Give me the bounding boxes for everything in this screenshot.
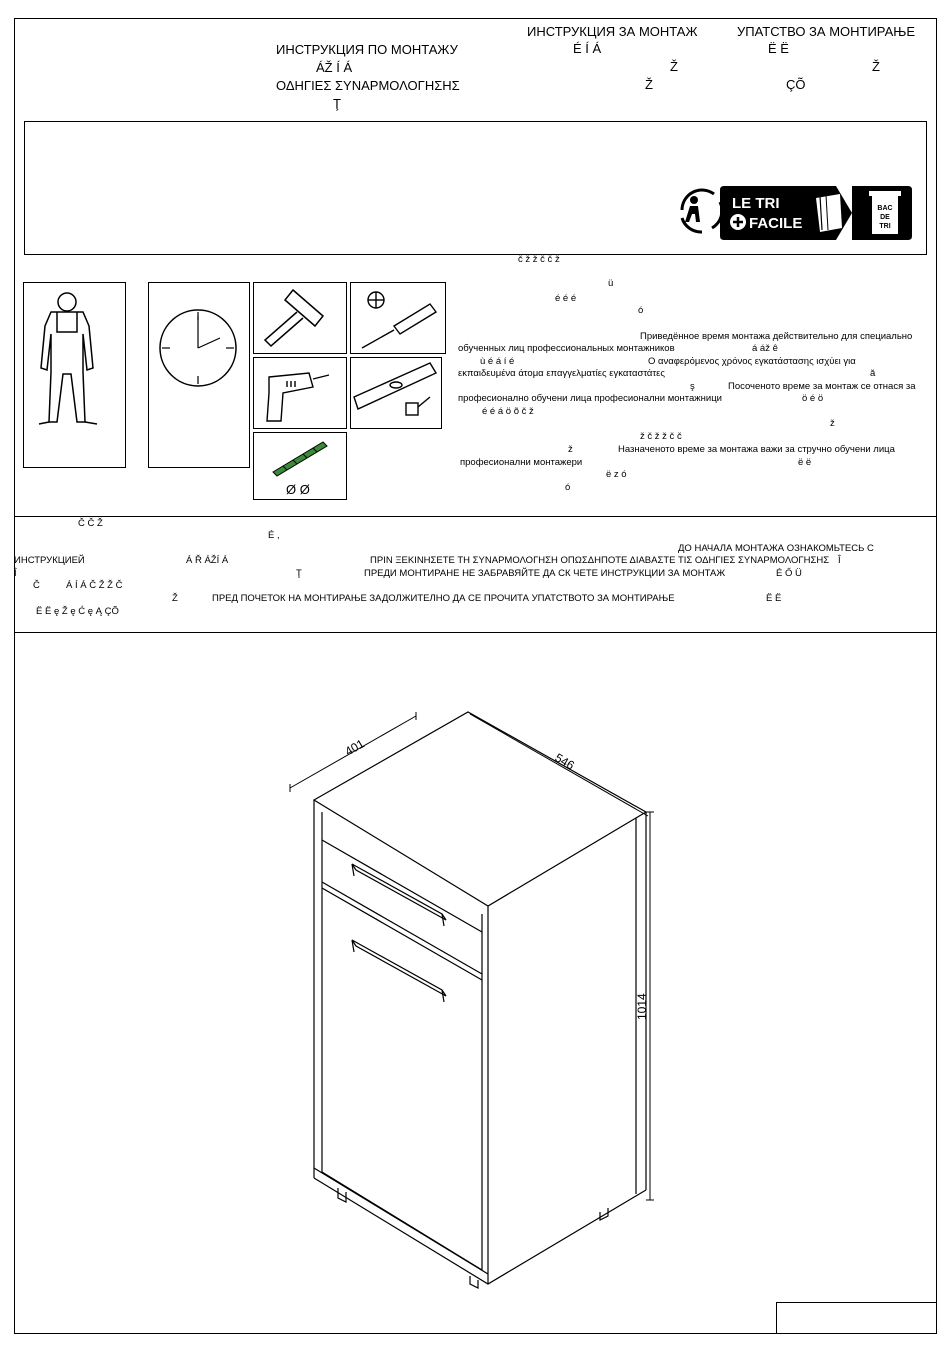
time-note-ru-2: обученных лиц профессиональных монтажников: [458, 343, 675, 354]
svg-text:DE: DE: [880, 214, 890, 221]
warning-macedonian-tail: Ë Ë: [766, 593, 782, 604]
time-note-ru: Приведённое время монтажа действительно для специально: [640, 331, 913, 342]
time-note-bg: Посоченото време за монтаж се отнася за: [728, 381, 916, 392]
dim-depth: 401: [342, 736, 367, 759]
screwdriver-icon: [350, 282, 446, 354]
hammer-icon: [253, 282, 347, 354]
spirit-level-icon: [350, 357, 442, 429]
diacritic-row-1: č ž ž č č ž: [518, 254, 560, 265]
triman-recycling-icon: [676, 182, 916, 244]
drill-sizes: Ø Ø: [286, 482, 310, 497]
diacritic-row-6: ž: [830, 418, 835, 429]
title-bulgarian-sub3: Ž: [645, 77, 653, 92]
divider-1: [14, 516, 937, 517]
title-serbian-sub: Ë Ë: [768, 41, 789, 56]
warning-diacritic-row-1: Č Č Ž: [78, 518, 103, 529]
warning-ru-2: ИНСТРУКЦИЕЙ: [14, 555, 85, 566]
title-bulgarian-sub2: Ž: [670, 59, 678, 74]
warning-diacritic-row-4: Ë Ë ę Ž ę Ć ę Ą ÇÕ: [36, 606, 119, 617]
diacritic-row-9: ó: [565, 482, 571, 493]
time-note-mk-2: професионални монтажери: [460, 457, 583, 468]
warning-ru: ДО НАЧАЛА МОНТАЖА ОЗНАКОМЬТЕСЬ С: [678, 543, 874, 554]
time-note-bg-2: професионално обучени лица професионални монтажници: [458, 393, 722, 404]
triman-line1: LE TRI: [732, 195, 780, 212]
time-note-gr-2: εκπαιδευμένα άτομα επαγγελματίες εγκαταστάτες: [458, 368, 665, 379]
dim-width: 546: [552, 750, 577, 773]
worker-icon: [23, 282, 126, 468]
warning-bg-lead: Ţ: [296, 568, 302, 579]
warning-greek-tail: Î: [838, 555, 841, 566]
svg-text:TRI: TRI: [879, 223, 891, 230]
drill-bit-icon: [253, 432, 347, 480]
warning-diacritic-row-3: Á Í Á Č Ž Ž Č: [66, 580, 123, 591]
title-bulgarian: ИНСТРУКЦИЯ ЗА МОНТАЖ: [527, 24, 698, 39]
time-note-bg-tail: ö é ö: [802, 393, 824, 404]
title-russian-sub: ÁŽ Í Á: [316, 60, 353, 75]
title-greek-sub: Ţ: [333, 96, 341, 111]
title-serbian-sub3: ÇÕ: [786, 77, 806, 92]
warning-diacritic-row-2: É ,: [268, 530, 280, 541]
time-note-bg-lead: ş: [690, 381, 695, 392]
warning-macedonian: ПРЕД ПОЧЕТОК НА МОНТИРАЊЕ ЗАДОЛЖИТЕЛНО ДА СЕ ПРОЧИТА УПАТСТВОТО ЗА МОНТИРАЊЕ: [212, 593, 675, 604]
warning-mk-lead: Ž: [172, 593, 178, 604]
warning-bulgarian: ПРЕДИ МОНТИРАНЕ НЕ ЗАБРАВЯЙТЕ ДА СК ЧЕТЕ ИНСТРУКЦИИ ЗА МОНТАЖ: [364, 568, 726, 579]
diacritic-row-5: é é á ö õ č ž: [482, 406, 534, 417]
warning-bulgarian-tail: É Ő Ü: [776, 568, 802, 579]
reference-box: [776, 1302, 937, 1334]
title-bulgarian-sub: É Í Á: [573, 41, 602, 56]
triman-line2: FACILE: [749, 215, 803, 232]
time-note-mk-lead: ž: [568, 444, 573, 455]
drill-icon: [253, 357, 347, 429]
time-note-ru-tail: á áž ê: [752, 343, 778, 354]
time-note-gr: Ο αναφερόμενος χρόνος εγκατάστασης ισχύει για: [648, 356, 856, 367]
title-serbian: УПАТСТВО ЗА МОНТИРАЊЕ: [737, 24, 916, 39]
diacritic-row-4: ó: [638, 305, 644, 316]
time-note-gr-lead: ù é á í é: [480, 356, 515, 367]
diacritic-row-2: ü: [608, 278, 614, 289]
warning-lead-c: Č: [33, 580, 40, 591]
diacritic-row-8: ë z ó: [606, 469, 627, 480]
title-russian: ИНСТРУКЦИЯ ПО МОНТАЖУ: [276, 42, 458, 57]
warning-greek: ΠΡΙΝ ΞΕΚΙΝΗΣΕΤΕ ΤΗ ΣΥΝΑΡΜΟΛΟΓΗΣΗ ΟΠΩΣΔΗΠΟΤΕ ΔΙΑΒΑΣΤΕ ΤΙΣ ΟΔΗΓΙΕΣ ΣΥΝΑΡΜΟΛΟΓΗΣΗΣ: [370, 555, 830, 566]
title-serbian-sub2: Ž: [872, 59, 880, 74]
time-note-gr-tail: ă: [870, 368, 876, 379]
warning-ru-mid: Á Ř ÁŽÍ Á: [186, 555, 229, 566]
time-note-mk: Назначеното време за монтажа важи за стручно обучени лица: [618, 444, 895, 455]
title-greek: ΟΔΗΓΙΕΣ ΣΥΝΑΡΜΟΛΟΓΗΣΗΣ: [276, 78, 460, 93]
time-note-mk-tail: ë ë: [798, 457, 812, 468]
diacritic-row-7: ž č ž ž č č: [640, 431, 682, 442]
warning-lead-i: Î: [14, 568, 17, 579]
clock-icon: [148, 282, 250, 468]
divider-2: [14, 632, 937, 633]
cabinet-drawing: [270, 700, 670, 1290]
triman-bin-text: BAC: [877, 205, 893, 212]
dim-height: 1014: [635, 993, 649, 1020]
diacritic-row-3: é é é: [555, 293, 577, 304]
